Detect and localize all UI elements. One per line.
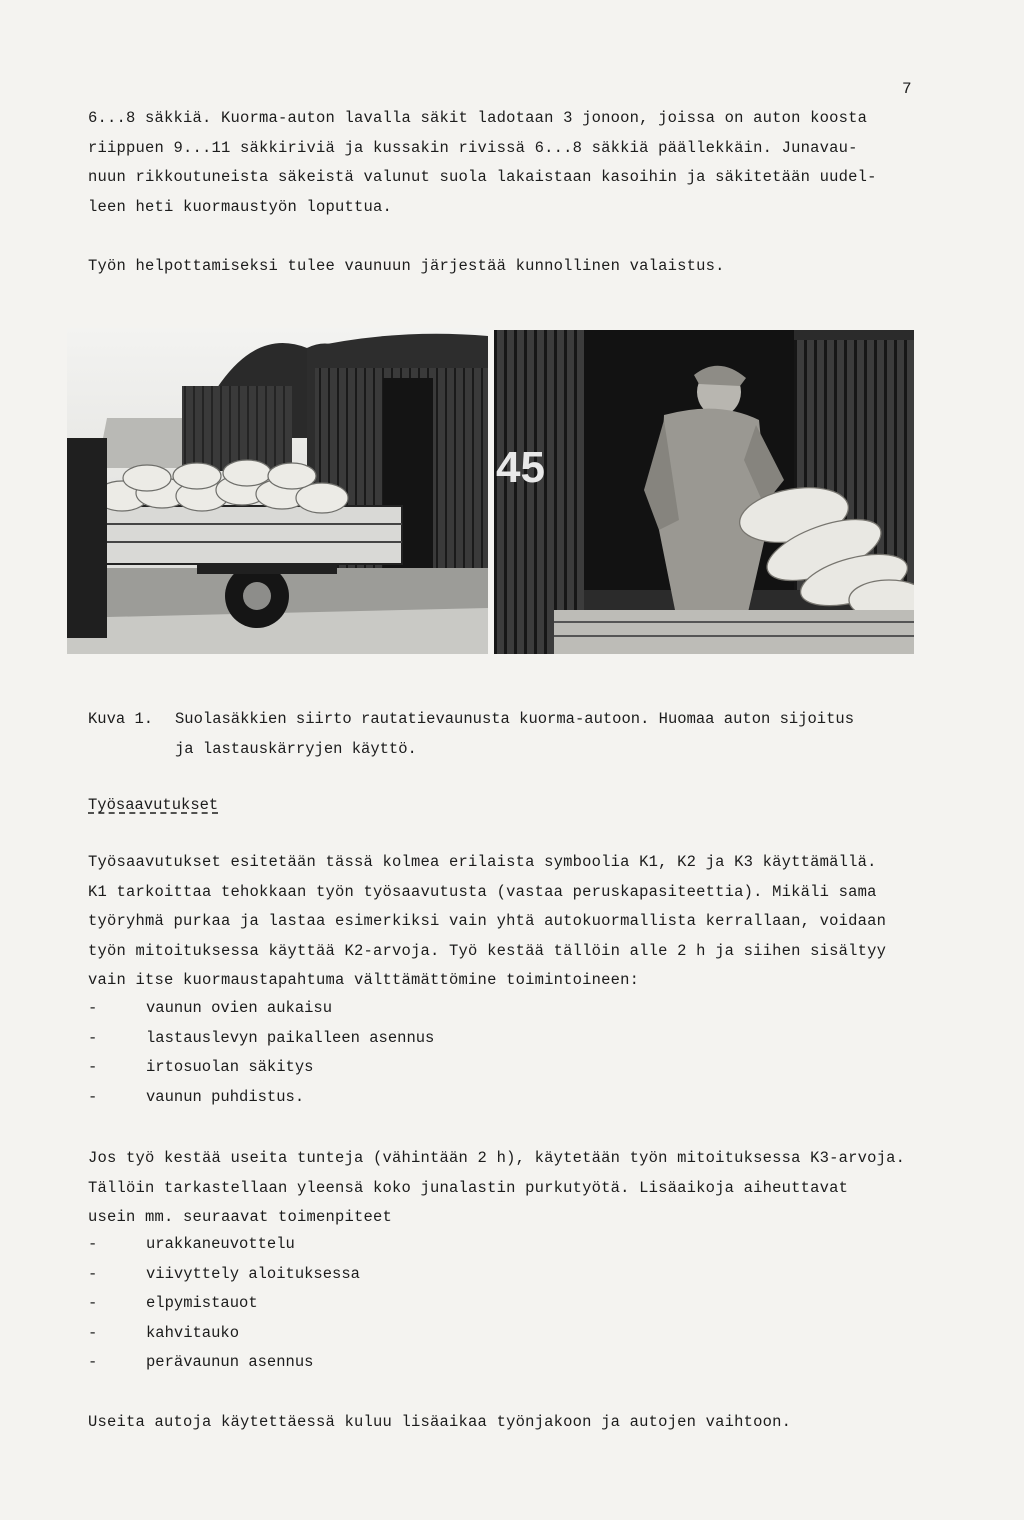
list-item-text: vaunun puhdistus. [146, 1087, 305, 1106]
list-item-text: elpymistauot [146, 1294, 258, 1312]
caption-line: Suolasäkkien siirto rautatievaunusta kuorma-autoon. Huomaa auton sijoitus [175, 710, 855, 728]
dash-bullet: - [88, 1264, 98, 1283]
caption-line: ja lastauskärryjen käyttö. [175, 739, 417, 758]
section-heading: Työsaavutukset [88, 796, 219, 814]
list-item-text: irtosuolan säkitys [146, 1058, 314, 1076]
photo-worker-image [494, 330, 914, 654]
list-item-text: urakkaneuvottelu [146, 1235, 295, 1253]
dash-bullet: - [88, 1028, 98, 1047]
text-line: riippuen 9...11 säkkiriviä ja kussakin rivissä 6...8 säkkiä päällekkäin. Junavau- [88, 138, 858, 157]
list-item-text: viivyttely aloituksessa [146, 1264, 360, 1283]
dash-bullet: - [88, 1323, 98, 1342]
figure-caption [175, 705, 854, 764]
dash-bullet: - [88, 1087, 98, 1106]
text-line: Jos työ kestää useita tunteja (vähintään 2 h), käytetään työn mitoituksessa K3-arvoja. [88, 1149, 906, 1167]
list-item-text: vaunun ovien aukaisu [146, 999, 333, 1017]
page-number: 7 [902, 80, 912, 98]
paragraph-multiple-trucks: Useita autoja käytettäessä kuluu lisäaikaa työnjakoon ja autojen vaihtoon. [88, 1413, 792, 1431]
photo-worker-unloading [494, 330, 914, 654]
figure-caption-label: Kuva 1. [88, 710, 154, 728]
dash-bullet: - [88, 1235, 98, 1253]
paragraph-k3 [88, 1144, 905, 1233]
photo-truck-loading [67, 328, 488, 654]
dash-bullet: - [88, 999, 98, 1017]
text-line: nuun rikkoutuneista säkeistä valunut suola lakaistaan kasoihin ja säkitetään uudel- [88, 168, 877, 186]
text-line: leen heti kuormaustyön loputtua. [88, 197, 393, 216]
list-item-text: kahvitauko [146, 1323, 240, 1342]
text-line: työn mitoituksessa käyttää K2-arvoja. Työ kestää tällöin alle 2 h ja siihen sisältyy [88, 941, 887, 960]
text-line: vain itse kuormaustapahtuma välttämättömine toimintoineen: [88, 971, 640, 989]
list-item-text: lastauslevyn paikalleen asennus [146, 1028, 435, 1047]
paragraph-sacks-loading [88, 104, 877, 222]
text-line: Työsaavutukset esitetään tässä kolmea erilaista symboolia K1, K2 ja K3 käyttämällä. [88, 853, 877, 871]
text-line: työryhmä purkaa ja lastaa esimerkiksi vain yhtä autokuormallista kerrallaan, voidaan [88, 912, 887, 930]
text-line: K1 tarkoittaa tehokkaan työn työsaavutusta (vastaa peruskapasiteettia). Mikäli sama [88, 882, 877, 901]
photo-truck-image [67, 328, 488, 654]
dash-bullet: - [88, 1058, 98, 1076]
wagon-number: 45 [496, 443, 545, 492]
text-line: 6...8 säkkiä. Kuorma-auton lavalla säkit ladotaan 3 jonoon, joissa on auton koosta [88, 109, 868, 127]
dash-bullet: - [88, 1353, 98, 1371]
text-line: Tällöin tarkastellaan yleensä koko junalastin purkutyötä. Lisäaikoja aiheuttavat [88, 1178, 849, 1197]
text-line: usein mm. seuraavat toimenpiteet [88, 1208, 393, 1226]
list-item-text: perävaunun asennus [146, 1353, 314, 1371]
paragraph-work-outputs [88, 848, 886, 996]
dash-bullet: - [88, 1294, 98, 1312]
paragraph-lighting: Työn helpottamiseksi tulee vaunuun järjestää kunnollinen valaistus. [88, 257, 725, 275]
